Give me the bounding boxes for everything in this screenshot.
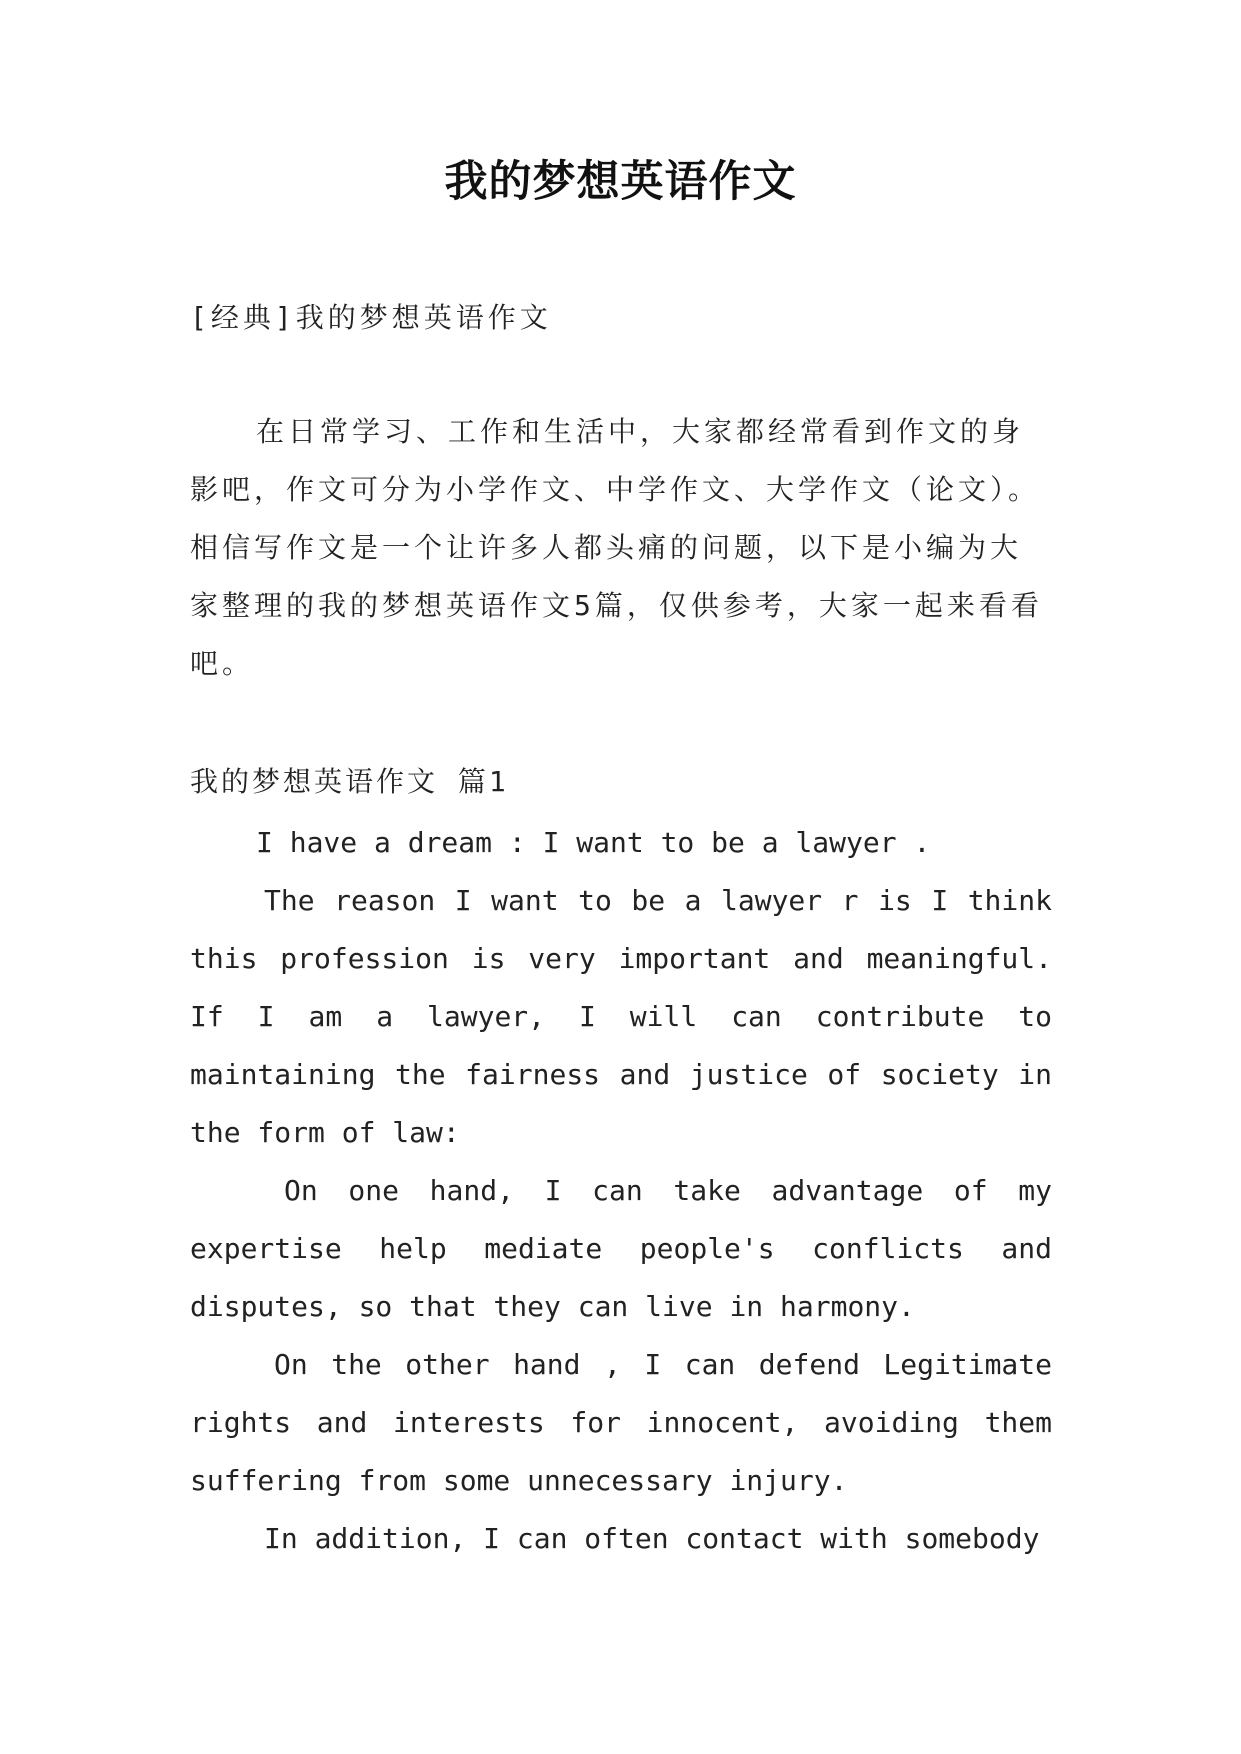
intro-paragraph: 在日常学习、工作和生活中，大家都经常看到作文的身影吧，作文可分为小学作文、中学作文、大学作文（论文）。相信写作文是一个让许多人都头痛的问题，以下是小编为大家整理的我的梦想英语作文5篇，仅供参考，大家一起来看看吧。 [190,415,1043,680]
essay-paragraph: The reason I want to be a lawyer r is I think this profession is very important and meaningful. If I am a lawyer, I will can contribute to maintaining the fairness and justice of society in the form of law: [190,884,1052,1149]
essay-paragraph: In addition, I can often contact with somebody [264,1522,1040,1555]
essay-paragraph: On one hand, I can take advantage of my expertise help mediate people's conflicts and disputes, so that they can live in harmony. [190,1174,1052,1323]
essay-paragraph: On the other hand , I can defend Legitimate rights and interests for innocent, avoiding them suffering from some unnecessary injury. [190,1348,1052,1497]
document-title: 我的梦想英语作文 [444,157,797,207]
document-subtitle: [经典]我的梦想英语作文 [190,301,552,334]
essay-paragraph: I have a dream : I want to be a lawyer . [256,826,931,859]
section-heading: 我的梦想英语作文 篇1 [190,765,509,798]
